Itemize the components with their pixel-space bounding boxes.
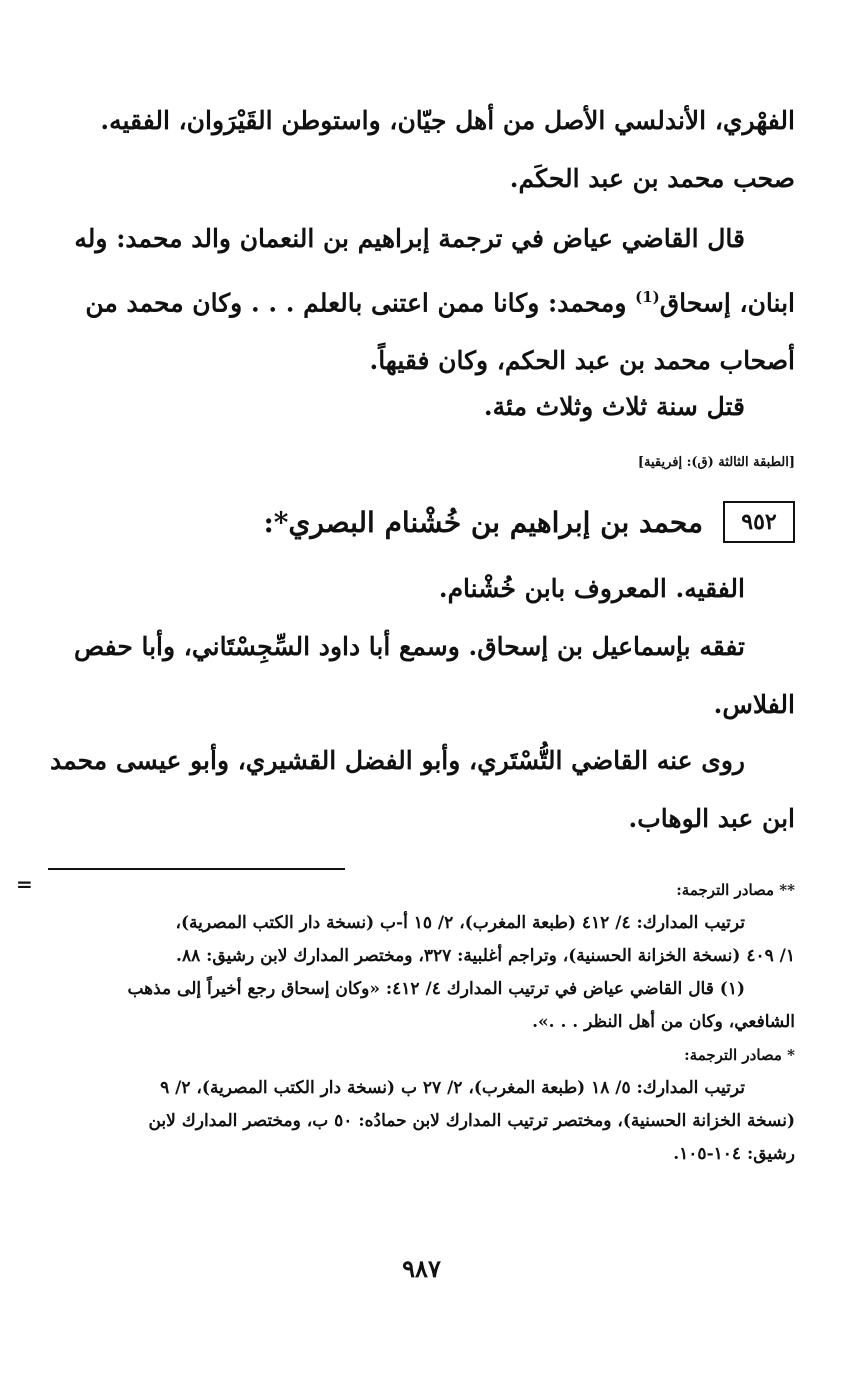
- footnote-line: ترتيب المدارك: ٥/ ١٨ (طبعة المغرب)، ٢/ ٢٧ ب (نسخة دار الكتب المصرية)، ٢/ ٩: [160, 1078, 745, 1098]
- entry-paragraph-2: [50, 618, 795, 734]
- footnote-line: (١) قال القاضي عياض في ترتيب المدارك ٤/ ٤١٢: «وكان إسحاق رجع أخيراً إلى مذهب: [127, 979, 745, 999]
- page-number: ٩٨٧: [402, 1254, 441, 1283]
- text-fragment: ومحمد: وكانا ممن اعتنى بالعلم . . . وكان محمد من: [85, 288, 636, 318]
- entry-paragraph-1: [50, 560, 795, 618]
- text-line: تفقه بإسماعيل بن إسحاق. وسمع أبا داود السِّجِسْتَاني، وأبا حفص: [74, 632, 745, 661]
- footnote-heading: * مصادر الترجمة:: [684, 1046, 795, 1064]
- text-line: الفلاس.: [713, 690, 795, 719]
- text-line: ابن عبد الوهاب.: [628, 804, 795, 833]
- footnote-heading: ** مصادر الترجمة:: [676, 881, 795, 899]
- footnote-line: الشافعي، وكان من أهل النظر . . .».: [532, 1012, 795, 1032]
- text-line: صحب محمد بن عبد الحكَم.: [509, 164, 795, 193]
- tabaqa-label: [الطبقة الثالثة (ق): إفريقية]: [637, 455, 795, 470]
- text-line: أصحاب محمد بن عبد الحكم، وكان فقيهاً.: [369, 346, 795, 376]
- footnote-line: ١/ ٤٠٩ (نسخة الخزانة الحسنية)، وتراجم أغلبية: ٣٢٧، ومختصر المدارك لابن رشيق: ٨٨.: [176, 946, 795, 966]
- footnote-separator: [48, 868, 345, 870]
- continuation-mark: =: [16, 872, 33, 896]
- text-line: قتل سنة ثلاث وثلاث مئة.: [483, 392, 745, 421]
- footnote-line: رشيق: ١٠٤-١٠٥.: [673, 1144, 795, 1164]
- entry-paragraph-3: [50, 732, 795, 848]
- death-paragraph: [50, 378, 795, 436]
- quote-paragraph: [50, 210, 795, 390]
- top-paragraph: [50, 92, 795, 208]
- footnote-line: ترتيب المدارك: ٤/ ٤١٢ (طبعة المغرب)، ٢/ ١٥ أ-ب (نسخة دار الكتب المصرية)،: [175, 913, 745, 933]
- text-line: [50, 268, 795, 332]
- text-fragment: ابنان، إسحاق: [659, 288, 795, 318]
- entry-title: محمد بن إبراهيم بن خُشْنام البصري*:: [263, 505, 703, 539]
- text-line: الفقيه. المعروف بابن خُشْنام.: [438, 574, 745, 603]
- footnote-marker: (1): [635, 288, 660, 306]
- text-line: الفهْري، الأندلسي الأصل من أهل جيّان، واستوطن القَيْرَوان، الفقيه.: [100, 106, 795, 135]
- text-line: روى عنه القاضي التُّسْتَري، وأبو الفضل القشيري، وأبو عيسى محمد: [50, 746, 745, 775]
- footnotes: [50, 874, 795, 1171]
- entry-number-box: ٩٥٢: [723, 501, 795, 543]
- text-line: قال القاضي عياض في ترجمة إبراهيم بن النعمان والد محمد: وله: [74, 224, 745, 253]
- footnote-line: (نسخة الخزانة الحسنية)، ومختصر ترتيب المدارك لابن حمادُه: ٥٠ ب، ومختصر المدارك لابن: [148, 1111, 795, 1131]
- entry-heading: [263, 500, 795, 544]
